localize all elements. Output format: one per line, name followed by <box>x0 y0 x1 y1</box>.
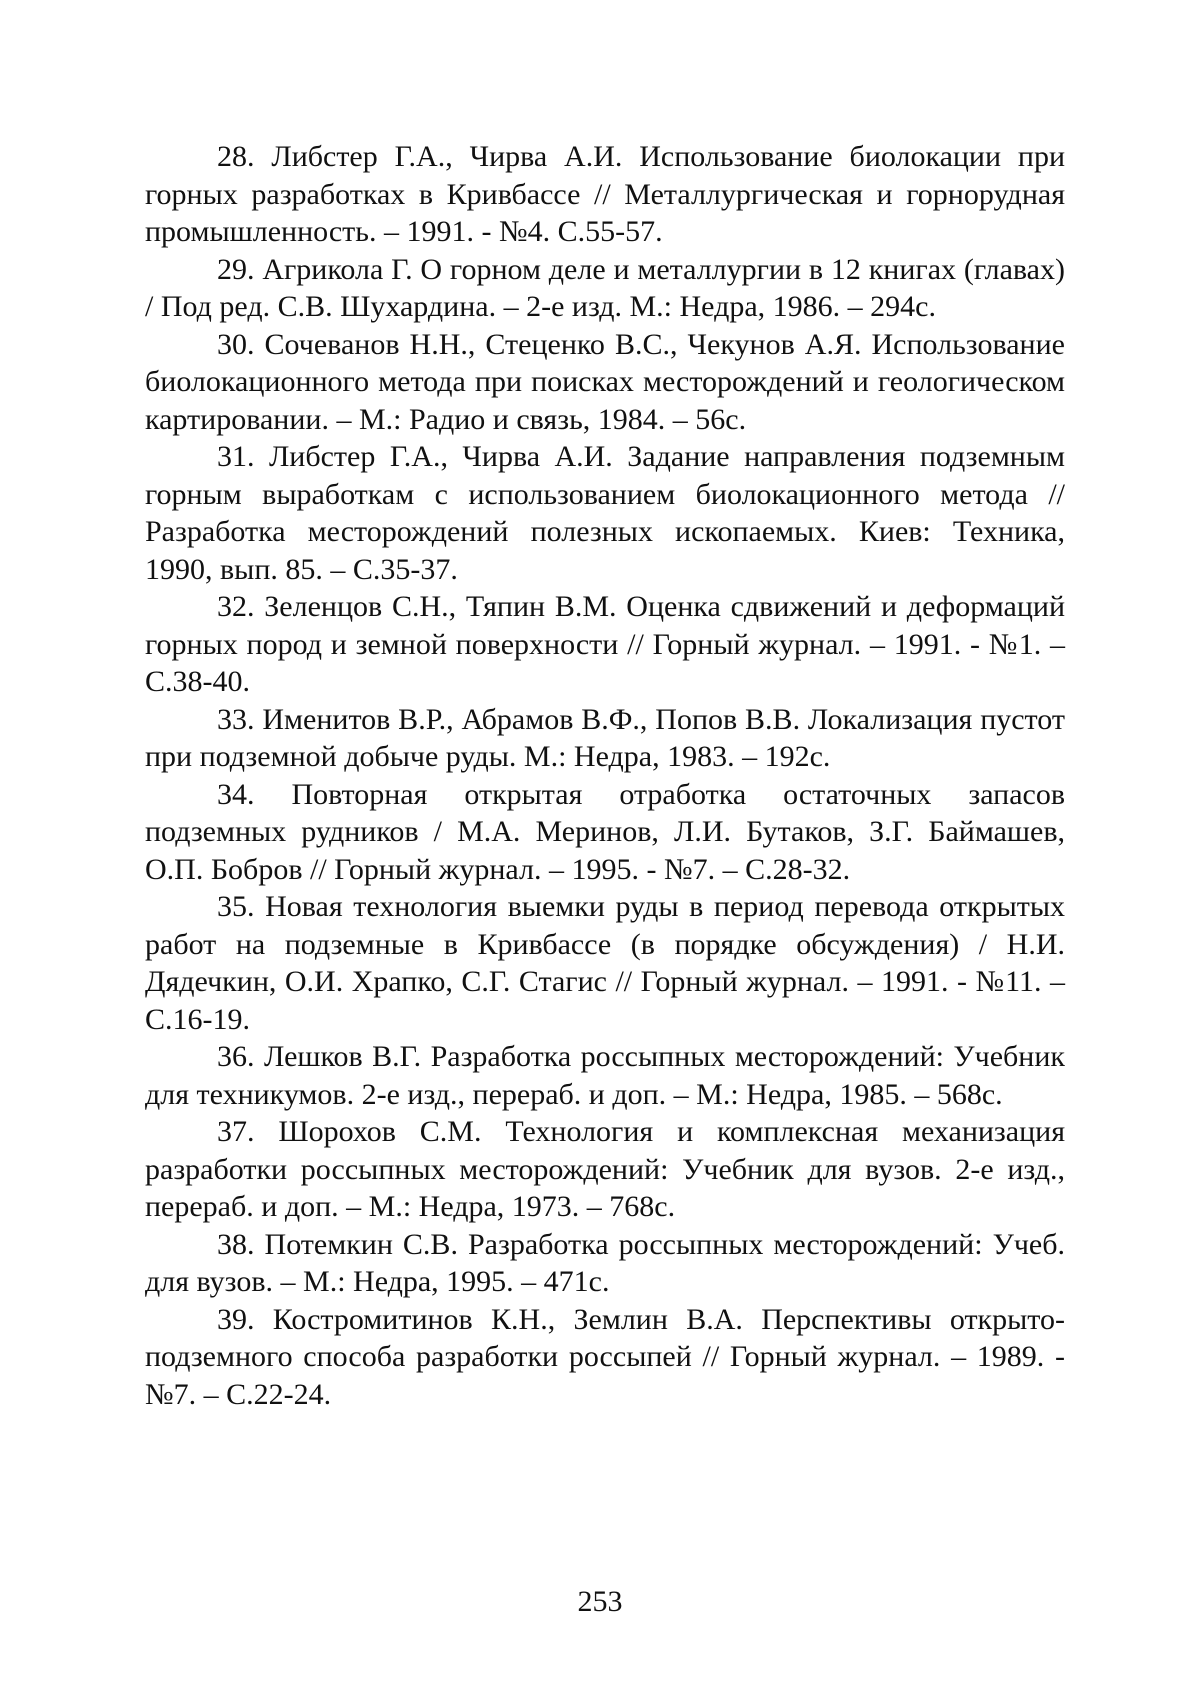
reference-item-38: 38. Потемкин С.В. Разработка россыпных месторождений: Учеб. для вузов. – М.: Недра, 1995. – 471с. <box>145 1226 1065 1301</box>
reference-item-29: 29. Агрикола Г. О горном деле и металлургии в 12 книгах (главах) / Под ред. С.В. Шухардина. – 2-е изд. М.: Недра, 1986. – 294с. <box>145 251 1065 326</box>
reference-item-39: 39. Костромитинов К.Н., Землин В.А. Перспективы открыто-подземного способа разработки россыпей // Горный журнал. – 1989. - №7. – С.22-24. <box>145 1301 1065 1414</box>
reference-item-32: 32. Зеленцов С.Н., Тяпин В.М. Оценка сдвижений и деформаций горных пород и земной поверхности // Горный журнал. – 1991. - №1. – С.38-40. <box>145 588 1065 701</box>
reference-item-34: 34. Повторная открытая отработка остаточных запасов подземных рудников / М.А. Меринов, Л.И. Бутаков, З.Г. Баймашев, О.П. Бобров // Горный журнал. – 1995. - №7. – С.28-32. <box>145 776 1065 889</box>
reference-item-37: 37. Шорохов С.М. Технология и комплексная механизация разработки россыпных месторождений: Учебник для вузов. 2-е изд., перераб. и доп. – М.: Недра, 1973. – 768с. <box>145 1113 1065 1226</box>
reference-list <box>145 138 1065 1413</box>
reference-item-28: 28. Либстер Г.А., Чирва А.И. Использование биолокации при горных разработках в Кривбассе // Металлургическая и горнорудная промышленность. – 1991. - №4. С.55-57. <box>145 138 1065 251</box>
reference-item-33: 33. Именитов В.Р., Абрамов В.Ф., Попов В.В. Локализация пустот при подземной добыче руды. М.: Недра, 1983. – 192с. <box>145 701 1065 776</box>
reference-item-35: 35. Новая технология выемки руды в период перевода открытых работ на подземные в Кривбассе (в порядке обсуждения) / Н.И. Дядечкин, О.И. Храпко, С.Г. Стагис // Горный журнал. – 1991. - №11. – С.16-19. <box>145 888 1065 1038</box>
reference-item-31: 31. Либстер Г.А., Чирва А.И. Задание направления подземным горным выработкам с использованием биолокационного метода // Разработка месторождений полезных ископаемых. Киев: Техника, 1990, вып. 85. – С.35-37. <box>145 438 1065 588</box>
page-number: 253 <box>0 1584 1200 1620</box>
reference-item-30: 30. Сочеванов Н.Н., Стеценко В.С., Чекунов А.Я. Использование биолокационного метода при поисках месторождений и геологическом картировании. – М.: Радио и связь, 1984. – 56с. <box>145 326 1065 439</box>
reference-item-36: 36. Лешков В.Г. Разработка россыпных месторождений: Учебник для техникумов. 2-е изд., перераб. и доп. – М.: Недра, 1985. – 568с. <box>145 1038 1065 1113</box>
